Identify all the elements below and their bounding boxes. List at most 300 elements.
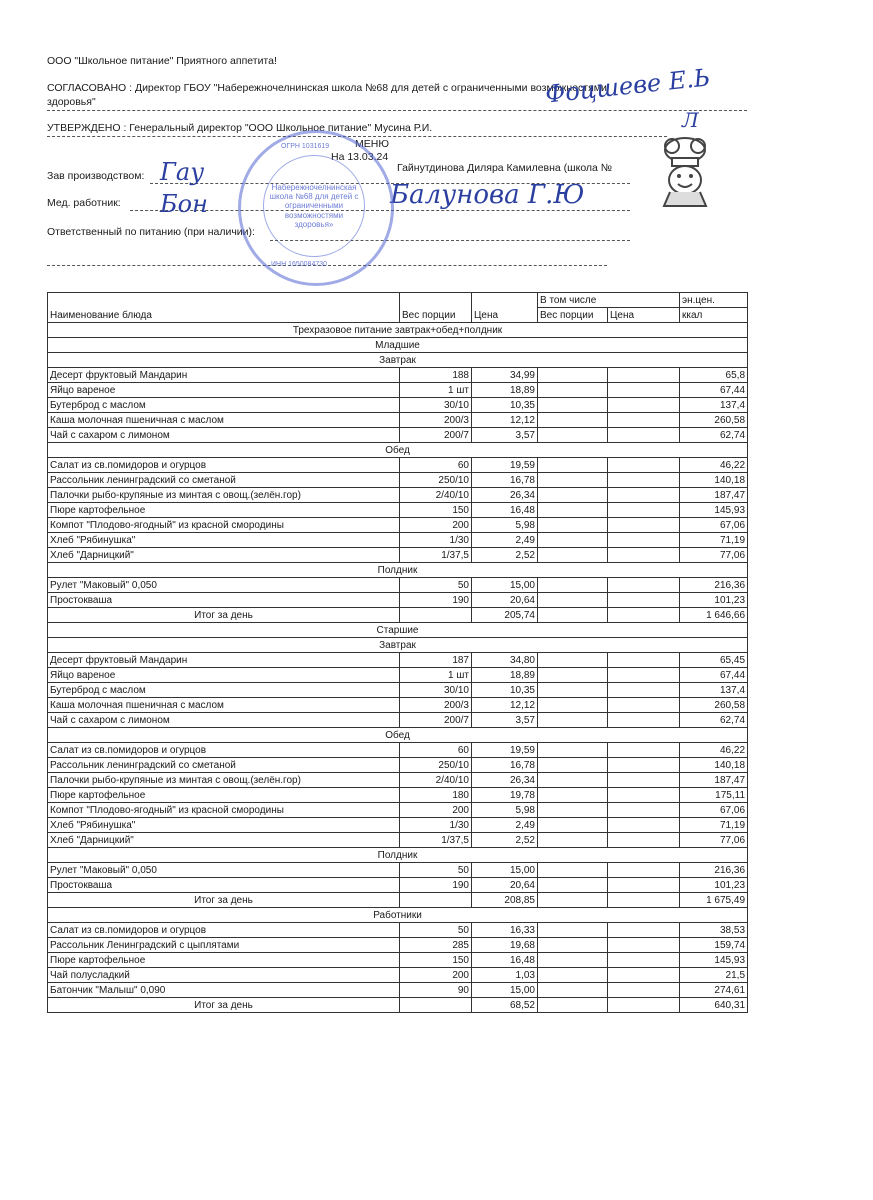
incl-price-cell (608, 488, 680, 503)
dish-kcal: 67,06 (680, 803, 748, 818)
incl-price-cell (608, 548, 680, 563)
incl-price-cell (608, 653, 680, 668)
agreed-line: СОГЛАСОВАНО : Директор ГБОУ "Набережночелнинская школа №68 для детей с ограниченными возможностями (47, 82, 607, 94)
incl-price-cell (608, 833, 680, 848)
dish-price: 15,00 (472, 578, 538, 593)
dish-price: 15,00 (472, 983, 538, 998)
section-label: Полдник (48, 563, 748, 578)
table-row (48, 878, 748, 893)
table-row (48, 548, 748, 563)
section-row (48, 848, 748, 863)
dish-price: 2,49 (472, 533, 538, 548)
dish-price: 2,52 (472, 833, 538, 848)
med-name-signature: Балунова Г.Ю (390, 180, 585, 210)
dish-name: Хлеб "Дарницкий" (48, 833, 400, 848)
incl-price-cell (608, 773, 680, 788)
table-row (48, 473, 748, 488)
table-row (48, 398, 748, 413)
section-label: Полдник (48, 848, 748, 863)
incl-weight-cell (538, 803, 608, 818)
dish-price: 15,00 (472, 863, 538, 878)
col-header-incl-weight: Вес порции (538, 308, 608, 323)
table-row (48, 683, 748, 698)
incl-weight-cell (538, 398, 608, 413)
approved-signature: Л (682, 108, 699, 132)
dish-price: 16,48 (472, 953, 538, 968)
dish-name: Простокваша (48, 878, 400, 893)
dish-kcal: 260,58 (680, 698, 748, 713)
dish-weight: 50 (400, 578, 472, 593)
total-price: 205,74 (472, 608, 538, 623)
incl-price-cell (608, 473, 680, 488)
total-weight-cell (400, 608, 472, 623)
dish-weight: 200 (400, 518, 472, 533)
incl-weight-cell (538, 758, 608, 773)
dish-kcal: 187,47 (680, 488, 748, 503)
total-label: Итог за день (48, 608, 400, 623)
incl-weight-cell (538, 713, 608, 728)
total-price: 68,52 (472, 998, 538, 1013)
dish-name: Рассольник ленинградский со сметаной (48, 473, 400, 488)
dish-name: Пюре картофельное (48, 788, 400, 803)
dish-price: 19,68 (472, 938, 538, 953)
table-row (48, 383, 748, 398)
dish-price: 10,35 (472, 683, 538, 698)
dish-kcal: 137,4 (680, 683, 748, 698)
dish-weight: 150 (400, 503, 472, 518)
dish-price: 2,49 (472, 818, 538, 833)
incl-weight-cell (538, 968, 608, 983)
section-label: Завтрак (48, 638, 748, 653)
incl-price-cell (608, 698, 680, 713)
incl-weight-cell (538, 413, 608, 428)
dish-name: Салат из св.помидоров и огурцов (48, 923, 400, 938)
dish-name: Десерт фруктовый Мандарин (48, 653, 400, 668)
incl-price-cell (608, 758, 680, 773)
stamp-ring-bottom: ИНН 1650084730 (271, 261, 328, 268)
total-label: Итог за день (48, 998, 400, 1013)
total-weight-cell (400, 998, 472, 1013)
dish-kcal: 175,11 (680, 788, 748, 803)
table-row (48, 818, 748, 833)
incl-weight-cell (538, 893, 608, 908)
dish-kcal: 145,93 (680, 503, 748, 518)
section-label: Работники (48, 908, 748, 923)
incl-price-cell (608, 938, 680, 953)
incl-price-cell (608, 428, 680, 443)
dish-kcal: 145,93 (680, 953, 748, 968)
table-row (48, 743, 748, 758)
dish-name: Салат из св.помидоров и огурцов (48, 458, 400, 473)
section-row (48, 338, 748, 353)
dish-weight: 1 шт (400, 668, 472, 683)
dish-weight: 200 (400, 803, 472, 818)
dish-price: 18,89 (472, 668, 538, 683)
dish-weight: 200/7 (400, 428, 472, 443)
incl-weight-cell (538, 503, 608, 518)
dish-name: Чай с сахаром с лимоном (48, 713, 400, 728)
dish-name: Хлеб "Рябинушка" (48, 818, 400, 833)
dish-price: 10,35 (472, 398, 538, 413)
incl-price-cell (608, 458, 680, 473)
table-row (48, 653, 748, 668)
total-weight-cell (400, 893, 472, 908)
dish-price: 12,12 (472, 413, 538, 428)
incl-price-cell (608, 878, 680, 893)
dish-name: Каша молочная пшеничная с маслом (48, 413, 400, 428)
table-row (48, 428, 748, 443)
dish-name: Чай с сахаром с лимоном (48, 428, 400, 443)
company-line: ООО "Школьное питание" Приятного аппетита! (47, 55, 277, 67)
section-label: Старшие (48, 623, 748, 638)
dish-name: Чай полусладкий (48, 968, 400, 983)
dish-price: 12,12 (472, 698, 538, 713)
dish-name: Бутерброд с маслом (48, 683, 400, 698)
incl-weight-cell (538, 458, 608, 473)
dish-weight: 190 (400, 593, 472, 608)
director-signature: Фоцшеве Е.Ь (543, 63, 712, 109)
incl-price-cell (608, 713, 680, 728)
dish-kcal: 140,18 (680, 473, 748, 488)
dish-weight: 2/40/10 (400, 773, 472, 788)
incl-weight-cell (538, 773, 608, 788)
col-header-weight: Вес порции (400, 293, 472, 323)
dish-price: 16,48 (472, 503, 538, 518)
dish-name: Рулет "Маковый" 0,050 (48, 863, 400, 878)
table-row (48, 503, 748, 518)
section-label: Обед (48, 728, 748, 743)
table-row (48, 863, 748, 878)
incl-weight-cell (538, 953, 608, 968)
incl-price-cell (608, 788, 680, 803)
dish-name: Компот "Плодово-ягодный" из красной смородины (48, 803, 400, 818)
dish-name: Пюре картофельное (48, 503, 400, 518)
dish-name: Хлеб "Дарницкий" (48, 548, 400, 563)
dish-name: Палочки рыбо-крупяные из минтая с овощ.(зелён.гор) (48, 773, 400, 788)
incl-weight-cell (538, 833, 608, 848)
dish-weight: 60 (400, 743, 472, 758)
incl-price-cell (608, 893, 680, 908)
dish-name: Каша молочная пшеничная с маслом (48, 698, 400, 713)
approved-underline (47, 136, 667, 137)
incl-weight-cell (538, 878, 608, 893)
table-row (48, 593, 748, 608)
dish-weight: 90 (400, 983, 472, 998)
dish-kcal: 260,58 (680, 413, 748, 428)
production-head-name: Гайнутдинова Диляра Камилевна (школа № (397, 162, 613, 174)
incl-weight-cell (538, 998, 608, 1013)
dish-weight: 180 (400, 788, 472, 803)
incl-weight-cell (538, 983, 608, 998)
dish-name: Простокваша (48, 593, 400, 608)
dish-kcal: 46,22 (680, 743, 748, 758)
incl-price-cell (608, 383, 680, 398)
agreed-underline (47, 110, 747, 111)
incl-weight-cell (538, 473, 608, 488)
dish-price: 19,59 (472, 458, 538, 473)
section-label: Трехразовое питание завтрак+обед+полдник (48, 323, 748, 338)
incl-price-cell (608, 608, 680, 623)
incl-weight-cell (538, 383, 608, 398)
incl-weight-cell (538, 518, 608, 533)
total-row (48, 893, 748, 908)
incl-price-cell (608, 578, 680, 593)
table-row (48, 788, 748, 803)
dish-weight: 1/37,5 (400, 548, 472, 563)
section-row (48, 563, 748, 578)
dish-weight: 1 шт (400, 383, 472, 398)
dish-weight: 190 (400, 878, 472, 893)
med-signature: Бон (160, 190, 208, 218)
section-row (48, 728, 748, 743)
dish-kcal: 71,19 (680, 533, 748, 548)
dish-name: Бутерброд с маслом (48, 398, 400, 413)
dish-name: Рулет "Маковый" 0,050 (48, 578, 400, 593)
production-head-label: Зав производством: (47, 170, 145, 182)
dish-kcal: 159,74 (680, 938, 748, 953)
dish-kcal: 216,36 (680, 578, 748, 593)
incl-price-cell (608, 503, 680, 518)
col-header-incl-price: Цена (608, 308, 680, 323)
incl-price-cell (608, 818, 680, 833)
section-label: Завтрак (48, 353, 748, 368)
incl-weight-cell (538, 653, 608, 668)
menu-date: На 13.03.24 (331, 151, 389, 163)
incl-weight-cell (538, 428, 608, 443)
dish-price: 16,78 (472, 473, 538, 488)
dish-weight: 30/10 (400, 398, 472, 413)
dish-kcal: 65,45 (680, 653, 748, 668)
table-row (48, 533, 748, 548)
col-header-energy-unit: ккал (680, 308, 748, 323)
incl-price-cell (608, 683, 680, 698)
dish-kcal: 187,47 (680, 773, 748, 788)
incl-weight-cell (538, 938, 608, 953)
table-row (48, 803, 748, 818)
section-row (48, 623, 748, 638)
med-label: Мед. работник: (47, 197, 121, 209)
dish-kcal: 71,19 (680, 818, 748, 833)
section-row (48, 323, 748, 338)
dish-weight: 1/30 (400, 533, 472, 548)
dish-kcal: 140,18 (680, 758, 748, 773)
dish-price: 18,89 (472, 383, 538, 398)
approved-line: УТВЕРЖДЕНО : Генеральный директор "ООО Школьное питание" Мусина Р.И. (47, 122, 433, 134)
section-row (48, 908, 748, 923)
dish-kcal: 216,36 (680, 863, 748, 878)
dish-name: Батончик "Малыш" 0,090 (48, 983, 400, 998)
dish-name: Рассольник ленинградский со сметаной (48, 758, 400, 773)
dish-price: 3,57 (472, 428, 538, 443)
dish-kcal: 21,5 (680, 968, 748, 983)
table-row (48, 668, 748, 683)
dish-price: 5,98 (472, 518, 538, 533)
dish-kcal: 101,23 (680, 878, 748, 893)
incl-price-cell (608, 593, 680, 608)
dish-weight: 187 (400, 653, 472, 668)
dish-name: Яйцо вареное (48, 668, 400, 683)
chef-logo-icon (650, 132, 720, 212)
dish-weight: 1/30 (400, 818, 472, 833)
incl-price-cell (608, 953, 680, 968)
incl-weight-cell (538, 818, 608, 833)
incl-price-cell (608, 923, 680, 938)
dish-kcal: 67,06 (680, 518, 748, 533)
table-row (48, 773, 748, 788)
menu-title: МЕНЮ (355, 138, 389, 150)
incl-price-cell (608, 368, 680, 383)
stamp-ring-top: ОГРН 1031619 (281, 143, 330, 150)
dish-price: 19,59 (472, 743, 538, 758)
table-row (48, 923, 748, 938)
incl-weight-cell (538, 923, 608, 938)
total-label: Итог за день (48, 893, 400, 908)
incl-weight-cell (538, 698, 608, 713)
incl-price-cell (608, 743, 680, 758)
table-row (48, 413, 748, 428)
table-row (48, 698, 748, 713)
school-stamp (238, 130, 394, 286)
dish-weight: 200 (400, 968, 472, 983)
incl-price-cell (608, 863, 680, 878)
stamp-center-text: Набережночелнинская школа №68 для детей с ограниченными возможностями здоровья» (263, 155, 365, 257)
dish-weight: 285 (400, 938, 472, 953)
dish-price: 16,33 (472, 923, 538, 938)
dish-weight: 200/3 (400, 698, 472, 713)
dish-price: 26,34 (472, 488, 538, 503)
table-row (48, 953, 748, 968)
col-header-name: Наименование блюда (48, 293, 400, 323)
total-kcal: 1 675,49 (680, 893, 748, 908)
section-row (48, 443, 748, 458)
table-row (48, 578, 748, 593)
menu-table (47, 292, 748, 1013)
incl-weight-cell (538, 683, 608, 698)
dish-weight: 250/10 (400, 473, 472, 488)
table-row (48, 458, 748, 473)
dish-price: 34,99 (472, 368, 538, 383)
table-row (48, 758, 748, 773)
total-kcal: 1 646,66 (680, 608, 748, 623)
section-row (48, 353, 748, 368)
col-header-incl: В том числе (538, 293, 680, 308)
total-row (48, 608, 748, 623)
incl-weight-cell (538, 863, 608, 878)
section-label: Младшие (48, 338, 748, 353)
dish-kcal: 274,61 (680, 983, 748, 998)
dish-kcal: 65,8 (680, 368, 748, 383)
table-row (48, 488, 748, 503)
dish-price: 34,80 (472, 653, 538, 668)
incl-price-cell (608, 668, 680, 683)
table-row (48, 938, 748, 953)
incl-price-cell (608, 968, 680, 983)
dish-kcal: 101,23 (680, 593, 748, 608)
total-row (48, 998, 748, 1013)
dish-weight: 200/3 (400, 413, 472, 428)
dish-name: Яйцо вареное (48, 383, 400, 398)
incl-price-cell (608, 803, 680, 818)
dish-kcal: 62,74 (680, 428, 748, 443)
incl-weight-cell (538, 608, 608, 623)
dish-price: 19,78 (472, 788, 538, 803)
dish-kcal: 67,44 (680, 668, 748, 683)
section-label: Обед (48, 443, 748, 458)
dish-name: Компот "Плодово-ягодный" из красной смородины (48, 518, 400, 533)
dish-weight: 1/37,5 (400, 833, 472, 848)
dish-weight: 250/10 (400, 758, 472, 773)
table-row (48, 713, 748, 728)
dish-weight: 200/7 (400, 713, 472, 728)
section-row (48, 638, 748, 653)
table-row (48, 833, 748, 848)
incl-weight-cell (538, 533, 608, 548)
total-kcal: 640,31 (680, 998, 748, 1013)
dish-kcal: 62,74 (680, 713, 748, 728)
col-header-energy: эн.цен. (680, 293, 748, 308)
dish-price: 1,03 (472, 968, 538, 983)
dish-kcal: 77,06 (680, 833, 748, 848)
dish-name: Пюре картофельное (48, 953, 400, 968)
dish-kcal: 77,06 (680, 548, 748, 563)
dish-name: Рассольник Ленинградский с цыплятами (48, 938, 400, 953)
dish-weight: 2/40/10 (400, 488, 472, 503)
dish-kcal: 38,53 (680, 923, 748, 938)
dish-price: 2,52 (472, 548, 538, 563)
incl-price-cell (608, 518, 680, 533)
dish-weight: 60 (400, 458, 472, 473)
dish-price: 16,78 (472, 758, 538, 773)
incl-weight-cell (538, 788, 608, 803)
table-row (48, 968, 748, 983)
dish-kcal: 67,44 (680, 383, 748, 398)
incl-price-cell (608, 983, 680, 998)
incl-weight-cell (538, 548, 608, 563)
dish-weight: 50 (400, 863, 472, 878)
incl-price-cell (608, 413, 680, 428)
incl-weight-cell (538, 668, 608, 683)
dish-name: Десерт фруктовый Мандарин (48, 368, 400, 383)
dish-price: 26,34 (472, 773, 538, 788)
incl-weight-cell (538, 578, 608, 593)
incl-weight-cell (538, 593, 608, 608)
incl-price-cell (608, 998, 680, 1013)
dish-name: Палочки рыбо-крупяные из минтая с овощ.(зелён.гор) (48, 488, 400, 503)
agreed-line-2: здоровья" (47, 96, 96, 108)
dish-price: 3,57 (472, 713, 538, 728)
dish-weight: 188 (400, 368, 472, 383)
table-row (48, 368, 748, 383)
dish-price: 20,64 (472, 878, 538, 893)
responsible-label: Ответственный по питанию (при наличии): (47, 226, 255, 238)
dish-weight: 50 (400, 923, 472, 938)
dish-name: Хлеб "Рябинушка" (48, 533, 400, 548)
dish-kcal: 46,22 (680, 458, 748, 473)
dish-name: Салат из св.помидоров и огурцов (48, 743, 400, 758)
incl-price-cell (608, 398, 680, 413)
dish-price: 5,98 (472, 803, 538, 818)
col-header-price: Цена (472, 293, 538, 323)
dish-kcal: 137,4 (680, 398, 748, 413)
dish-weight: 30/10 (400, 683, 472, 698)
dish-weight: 150 (400, 953, 472, 968)
incl-weight-cell (538, 743, 608, 758)
production-signature: Гау (160, 158, 205, 186)
incl-weight-cell (538, 368, 608, 383)
incl-price-cell (608, 533, 680, 548)
total-price: 208,85 (472, 893, 538, 908)
incl-weight-cell (538, 488, 608, 503)
